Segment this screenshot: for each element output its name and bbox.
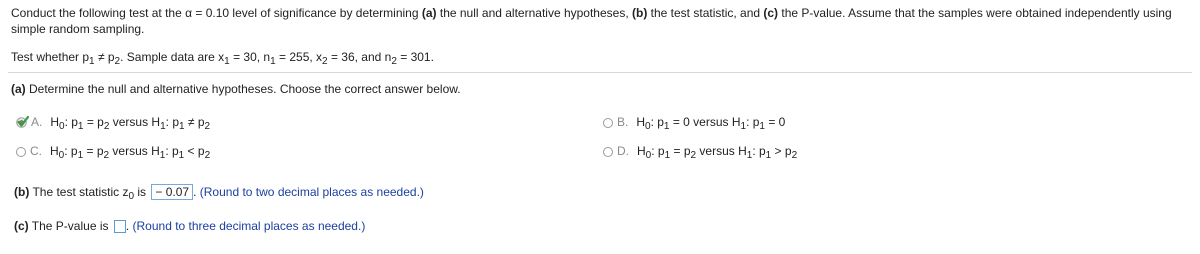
choice-text: versus H (696, 144, 747, 158)
checkmark-icon (16, 116, 29, 128)
choice-text: < p (184, 144, 205, 158)
choice-text: = 0 (764, 115, 786, 129)
test-text: = 255, x (275, 50, 323, 64)
subscript: 2 (791, 150, 798, 161)
subscript: 1 (746, 150, 753, 161)
choice-letter: C. (30, 144, 42, 158)
problem-text: the test statistic, and (647, 6, 764, 20)
subscript: 2 (103, 121, 110, 132)
subscript: 2 (114, 56, 121, 67)
choice-text: : p (165, 144, 179, 158)
problem-text: the null and alternative hypotheses, (436, 6, 632, 20)
divider (8, 72, 1192, 73)
subscript: 2 (322, 56, 328, 67)
choice-letter: D. (617, 144, 629, 158)
subscript: 2 (103, 150, 110, 161)
part-c-text: The P-value is (28, 219, 112, 233)
choice-a[interactable] (16, 114, 210, 130)
part-a-ref: (a) (421, 6, 437, 20)
subscript: 1 (765, 150, 772, 161)
choice-text: = 0 versus H (669, 115, 741, 129)
subscript: 2 (204, 150, 211, 161)
choice-d[interactable] (603, 143, 797, 159)
subscript: 1 (664, 150, 671, 161)
part-c-ref: (c) (763, 6, 779, 20)
choice-text: : p (64, 115, 78, 129)
subscript: 1 (224, 56, 230, 67)
subscript: 1 (159, 150, 166, 161)
subscript: 1 (160, 121, 166, 132)
test-statistic-answer[interactable]: − 0.07 (151, 184, 193, 200)
subscript: 0 (645, 121, 651, 132)
part-b-text: The test statistic z (29, 185, 129, 199)
part-a-label: (a) (11, 82, 26, 96)
subscript: 1 (89, 56, 95, 67)
part-a-question (11, 81, 461, 97)
p-value-input[interactable] (114, 220, 126, 233)
part-a-text: Determine the null and alternative hypotheses. Choose the correct answer below. (25, 82, 461, 96)
part-b-text: is (134, 185, 150, 199)
subscript: 2 (690, 150, 697, 161)
choice-letter: A. (31, 115, 43, 129)
problem-intro: Conduct the following test at the (11, 6, 186, 20)
subscript: 0 (59, 121, 65, 132)
part-b-ref: (b) (632, 6, 648, 20)
choice-text: : p (651, 144, 665, 158)
part-c-label: (c) (14, 219, 29, 233)
choice-text: H (636, 115, 646, 129)
subscript: 0 (128, 191, 135, 202)
subscript: 1 (663, 121, 670, 132)
choice-text: : p (752, 144, 766, 158)
test-description (11, 49, 434, 65)
subscript: 1 (178, 150, 185, 161)
subscript: 1 (270, 56, 276, 67)
subscript: 1 (740, 121, 747, 132)
choice-text: : p (165, 115, 179, 129)
subscript: 1 (759, 121, 765, 132)
test-text: ≠ p (94, 50, 115, 64)
choice-text: versus H (109, 144, 160, 158)
choice-text: H (637, 144, 646, 158)
choice-text: ≠ p (184, 115, 205, 129)
choice-text: = p (670, 144, 691, 158)
radio-button-icon[interactable] (603, 147, 613, 157)
rounding-hint: (Round to three decimal places as needed.) (129, 219, 366, 233)
choice-c[interactable] (16, 143, 210, 159)
subscript: 1 (77, 121, 84, 132)
test-text: = 36, and n (327, 50, 392, 64)
choice-text: = p (83, 144, 104, 158)
choice-text: H (50, 144, 59, 158)
test-text: Test whether p (11, 50, 90, 64)
part-b-text: . (193, 185, 197, 199)
part-c-question (14, 218, 365, 234)
problem-text: the P-value. Assume that the samples were obtained independently using simple random sampling. (11, 6, 1172, 36)
choice-letter: B. (617, 115, 629, 129)
subscript: 2 (391, 56, 397, 67)
choice-text: versus H (109, 115, 161, 129)
choice-text: H (50, 115, 60, 129)
problem-statement (11, 5, 1191, 37)
part-b-label: (b) (14, 185, 30, 199)
subscript: 1 (77, 150, 84, 161)
radio-button-icon[interactable] (16, 147, 26, 157)
subscript: 2 (204, 121, 211, 132)
subscript: 1 (179, 121, 185, 132)
rounding-hint: (Round to two decimal places as needed.) (196, 185, 424, 199)
choice-text: : p (746, 115, 760, 129)
test-text: = 301. (396, 50, 434, 64)
subscript: 0 (58, 150, 65, 161)
part-b-question (14, 184, 424, 200)
subscript: 0 (645, 150, 652, 161)
radio-button-icon[interactable] (603, 118, 613, 128)
problem-text: level of significance by determining (229, 6, 422, 20)
choice-text: : p (64, 144, 78, 158)
choice-text: > p (771, 144, 792, 158)
test-text: . Sample data are x (120, 50, 225, 64)
part-c-text: . (125, 219, 130, 233)
test-text: = 30, n (229, 50, 271, 64)
choice-text: : p (650, 115, 664, 129)
choice-text: = p (83, 115, 104, 129)
choice-b[interactable] (603, 114, 785, 130)
alpha-value: α = 0.10 (185, 6, 230, 20)
